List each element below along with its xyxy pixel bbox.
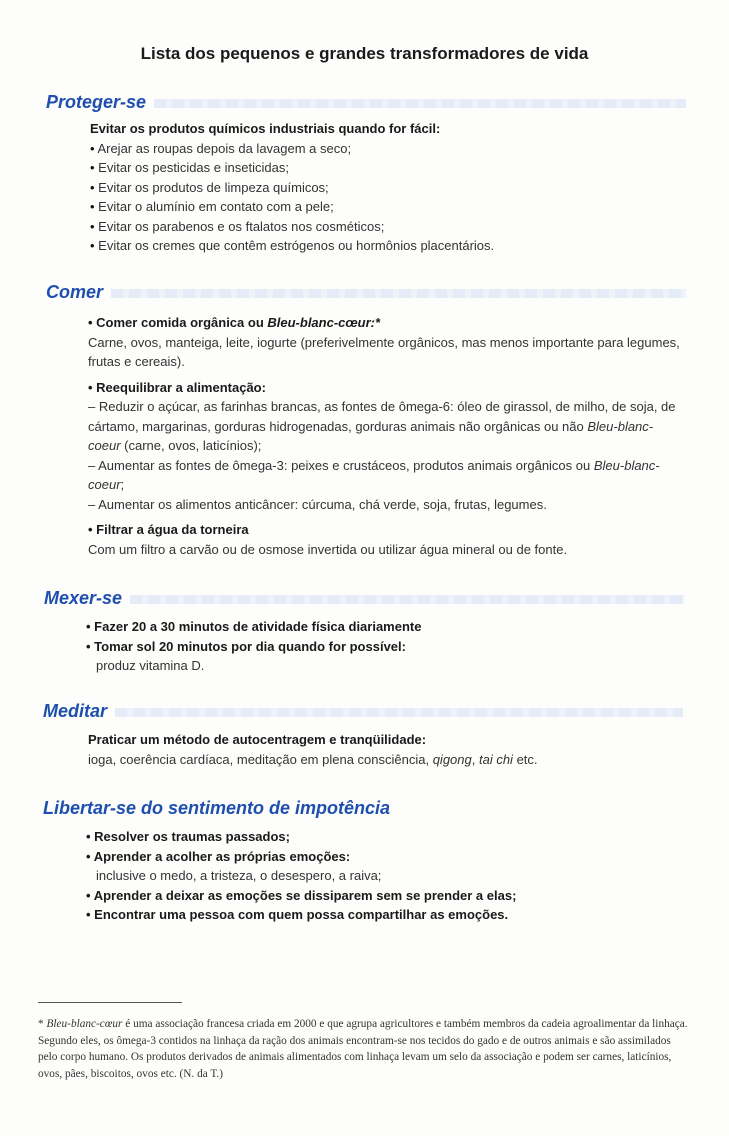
list-item: • Evitar os pesticidas e inseticidas; [90,158,685,178]
footnote-mark: * [38,1018,47,1030]
footnote [38,1016,688,1082]
heading-text: Libertar-se do sentimento de impotência [43,798,391,818]
section-heading [46,282,686,303]
bullet-item: • Aprender a acolher as próprias emoções: [86,847,681,867]
item-text [88,750,683,770]
section-heading [44,588,684,609]
section-body [86,827,681,925]
lead-text: Praticar um método de autocentragem e tranqüilidade: [88,732,427,747]
list-item: • Arejar as roupas depois da lavagem a seco; [90,139,685,159]
list-item: • Evitar os cremes que contêm estrógenos ou hormônios placentários. [90,236,685,256]
heading-text: Comer [46,282,104,302]
section-body [88,730,683,769]
line-text: – Reduzir o açúcar, as farinhas brancas, as fontes de ômega-6: óleo de girassol, de milho, de soja, de cártamo, margarinas, gorduras hidrogenadas, gorduras animais não orgânicas ou não [88,399,676,434]
line-term: Bleu-blanc-coeur [88,457,660,492]
footnote-term: Bleu-blanc-cœur [46,1018,123,1030]
section-heading [43,798,683,819]
section-mexer [0,588,729,676]
block-filtrar [88,520,683,559]
heading-text: Proteger-se [46,92,147,112]
block-line [88,397,683,456]
block-line [88,456,683,495]
heading-rule [154,99,686,108]
line-term: Bleu-blanc-coeur [88,418,654,453]
heading-text: Mexer-se [44,588,123,608]
page-title: Lista dos pequenos e grandes transformadores de vida [140,44,589,63]
heading-text: Meditar [43,701,108,721]
block-text: Com um filtro a carvão ou de osmose invertida ou utilizar água mineral ou de fonte. [88,541,568,557]
line-text: ; [120,477,125,492]
section-proteger [0,92,729,256]
block-reequilibrar [88,378,683,515]
section-libertar [0,798,729,925]
footnote-rule [38,1002,182,1003]
block-organica [88,313,683,372]
section-comer [0,282,729,565]
line-term: qigong [432,751,472,767]
heading-rule [130,595,684,604]
heading-rule [111,289,686,298]
section-body [88,313,683,559]
bullet-lead: • Reequilibrar a alimentação: [88,378,683,398]
section-body [90,119,685,256]
line-text: ioga, coerência cardíaca, meditação em plena consciência, [88,751,433,767]
item-text: inclusive o medo, a tristeza, o desespero, a raiva; [96,868,382,883]
bullet-item: • Aprender a deixar as emoções se dissiparem sem se prender a elas; [86,886,681,906]
lead-text: Evitar os produtos químicos industriais quando for fácil: [90,121,441,136]
block-text: Carne, ovos, manteiga, leite, iogurte (preferivelmente orgânicos, mas menos importante para legumes, frutas e cereais). [88,334,680,369]
line-text: – Aumentar as fontes de ômega-3: peixes e crustáceos, produtos animais orgânicos ou [88,457,594,473]
section-meditar [0,701,729,769]
bullet-item: • Resolver os traumas passados; [86,827,681,847]
bullet-lead: • Filtrar a água da torneira [88,520,683,540]
line-text: , [471,751,479,767]
bullet-item: • Encontrar uma pessoa com quem possa compartilhar as emoções. [86,905,681,925]
section-heading [43,701,683,722]
bullet-item: • Fazer 20 a 30 minutos de atividade física diariamente [86,617,681,637]
bullet-item: • Tomar sol 20 minutos por dia quando for possível: [86,637,681,657]
list-item: • Evitar os parabenos e os ftalatos nos cosméticos; [90,217,685,237]
list-item: • Evitar os produtos de limpeza químicos; [90,178,685,198]
block-line: – Aumentar os alimentos anticâncer: cúrcuma, chá verde, soja, frutas, legumes. [88,496,547,512]
footnote-text: é uma associação francesa criada em 2000 e que agrupa agricultores e também membros da cadeia agroalimentar da linhaça. Segundo eles, os ômega-3 contidos na linhaça da ração dos animais encontram-se nos tecidos do gado e de outros animais e são assimilados pelo corpo humano. Os produtos derivados de animais alimentados com linhaça levam um selo da associação e podem ser carnes, laticínios, ovos, pães, biscoitos, ovos etc. (N. da T.) [38,1018,688,1080]
list-item: • Evitar o alumínio em contato com a pele; [90,197,685,217]
section-body [86,617,681,676]
heading-rule [115,708,683,717]
bullet-lead [88,313,683,333]
line-text: etc. [512,751,538,767]
section-heading [46,92,686,113]
lead-term: Bleu-blanc-cœur:* [267,315,381,330]
line-term: tai chi [478,751,513,767]
item-text: produz vitamina D. [96,658,205,673]
lead-text: Comer comida orgânica ou [96,315,268,330]
line-text: (carne, ovos, laticínios); [120,438,262,453]
